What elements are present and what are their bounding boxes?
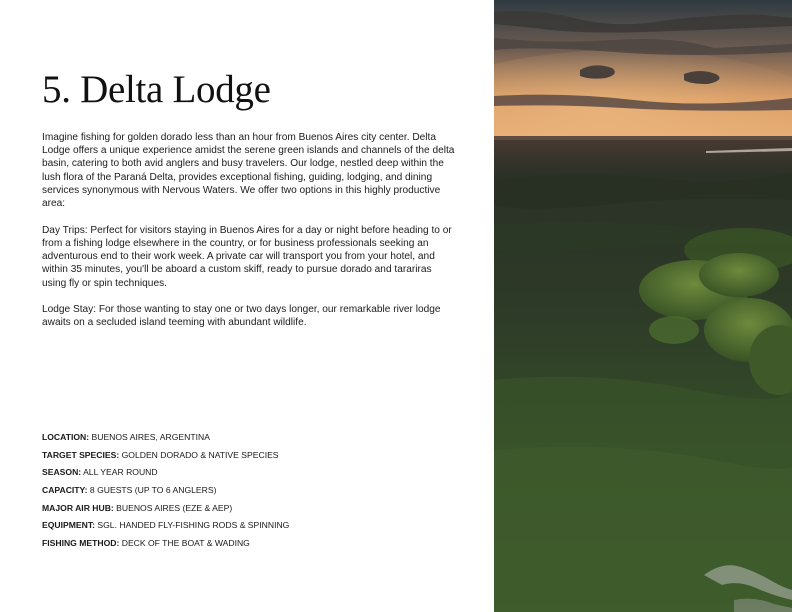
spec-equipment: [42, 520, 462, 538]
spec-label: EQUIPMENT:: [42, 520, 95, 531]
spec-target-species: [42, 450, 462, 468]
lodge-stay-paragraph: Lodge Stay: For those wanting to stay one or two days longer, our remarkable river lodge awaits on a secluded island teeming with abundant wildlife.: [42, 304, 441, 329]
spec-value: GOLDEN DORADO & NATIVE SPECIES: [121, 449, 279, 460]
spec-value: SGL. HANDED FLY-FISHING RODS & SPINNING: [97, 520, 290, 531]
lodge-photo: [494, 0, 792, 612]
spec-location: [42, 432, 462, 450]
spec-label: CAPACITY:: [42, 485, 88, 496]
spec-label: MAJOR AIR HUB:: [42, 502, 114, 513]
spec-label: SEASON:: [42, 467, 82, 478]
spec-capacity: [42, 485, 462, 503]
spec-value: BUENOS AIRES (EZE & AEP): [116, 502, 233, 513]
lodge-specs: [42, 432, 462, 556]
spec-fishing-method: [42, 538, 462, 556]
spec-air-hub: [42, 503, 462, 521]
day-trips-paragraph: Day Trips: Perfect for visitors staying in Buenos Aires for a day or night before heading to or from a fishing lodge elsewhere in the country, or for business professionals seeking an adventurous end to their work week. A private car will transport you from your hotel, and within 35 minutes, you'll be aboard a custom skiff, ready to pursue dorado and tarariras using fly or spin techniques.: [42, 224, 452, 289]
spec-value: DECK OF THE BOAT & WADING: [121, 538, 250, 549]
body-text: [42, 131, 457, 343]
page-title: 5. Delta Lodge: [42, 68, 271, 111]
spec-value: BUENOS AIRES, ARGENTINA: [91, 432, 210, 442]
spec-label: TARGET SPECIES:: [42, 449, 120, 460]
delta-landscape-image: [494, 0, 792, 612]
spec-label: FISHING METHOD:: [42, 538, 120, 549]
text-column: [42, 0, 462, 612]
spec-season: [42, 467, 462, 485]
intro-paragraph: Imagine fishing for golden dorado less than an hour from Buenos Aires city center. Delta Lodge offers a unique experience amidst the serene green islands and channels of the delta basin, catering to both avid anglers and busy travelers. Our lodge, nestled deep within the lush flora of the Paraná Delta, provides exceptional fishing, guiding, lodging, and dining services synonymous with Nervous Waters. We offer two options in this highly productive area:: [42, 132, 455, 210]
spec-label: LOCATION:: [42, 432, 90, 442]
spec-value: ALL YEAR ROUND: [83, 467, 158, 478]
spec-value: 8 GUESTS (UP TO 6 ANGLERS): [89, 485, 217, 496]
